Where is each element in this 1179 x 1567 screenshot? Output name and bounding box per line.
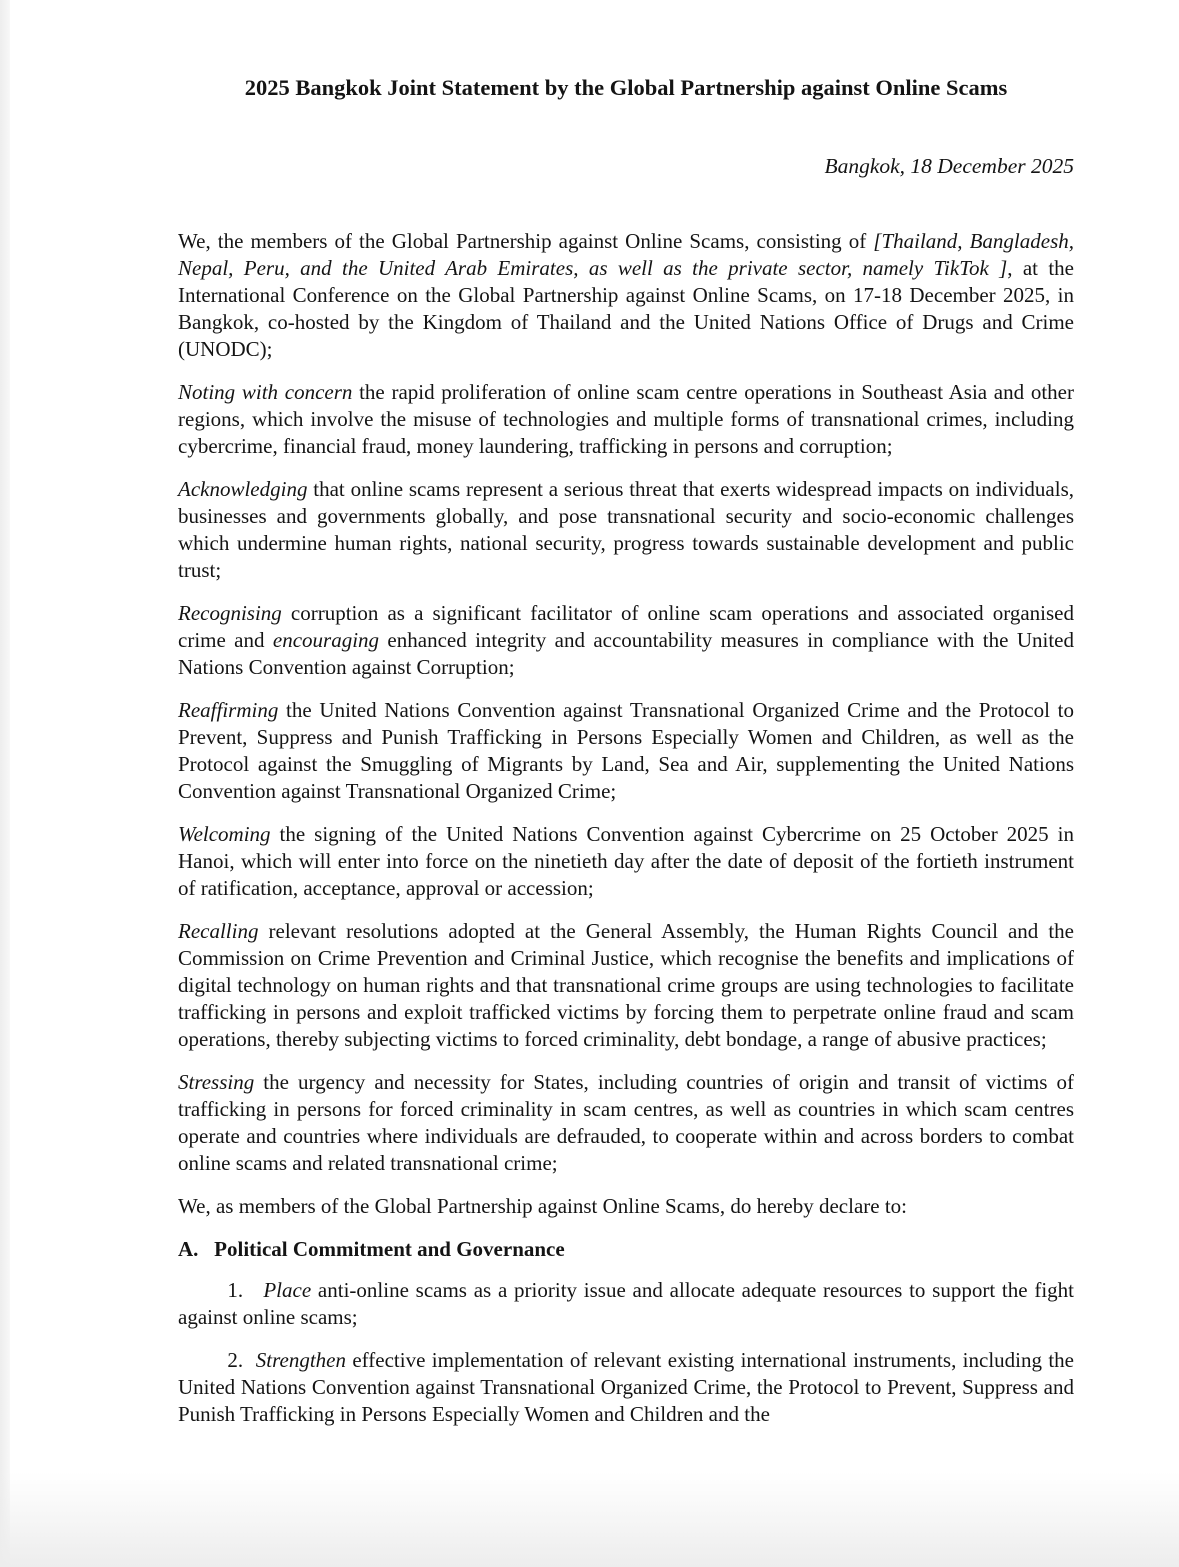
text-run: , at the International Conference on the Global Partnership against Online Scams, on 17-18 December 2025, in Bangkok, co-hosted by the Kingdom of Thailand and the United Nations Office of Drugs and Crime (UNODC); xyxy=(178,256,1075,361)
text-run: A. Political Commitment and Governance xyxy=(178,1237,565,1261)
document-title: 2025 Bangkok Joint Statement by the Global Partnership against Online Scams xyxy=(244,75,1008,100)
text-run: Reaffirming xyxy=(178,698,279,722)
text-run: the urgency and necessity for States, including countries of origin and transit of victims of trafficking in persons for forced criminality in scam centres, as well as countries in which scam centres operate and countries where individuals are defrauded, to cooperate within and across borders to combat online scams and related transnational crime; xyxy=(178,1070,1074,1175)
text-run: [Thailand, Bangladesh, Nepal, Peru, and the United Arab Emirates, as well as the private sector, namely TikTok ] xyxy=(178,229,1074,280)
dateline: Bangkok, 18 December 2025 xyxy=(824,154,1074,178)
paragraph xyxy=(178,1277,1074,1331)
text-run: 1. xyxy=(227,1278,264,1302)
text-run: corruption as a significant facilitator of online scam operations and associated organised crime and xyxy=(178,601,1074,652)
text-run: the signing of the United Nations Convention against Cybercrime on 25 October 2025 in Hanoi, which will enter into force on the ninetieth day after the date of deposit of the fortieth instrument of ratification, acceptance, approval or accession; xyxy=(178,822,1074,900)
text-run: the United Nations Convention against Transnational Organized Crime and the Protocol to Prevent, Suppress and Punish Trafficking in Persons Especially Women and Children, as well as the Protocol against the Smuggling of Migrants by Land, Sea and Air, supplementing the United Nations Convention against Transnational Organized Crime; xyxy=(178,698,1074,803)
document-body xyxy=(178,228,1074,1428)
page-left-edge xyxy=(0,0,10,1567)
text-run: Noting with concern xyxy=(178,380,353,404)
text-run: Welcoming xyxy=(178,822,271,846)
text-run: enhanced integrity and accountability measures in compliance with the United Nations Convention against Corruption; xyxy=(178,628,1074,679)
paragraph xyxy=(178,1347,1074,1428)
text-run: Recalling xyxy=(178,919,259,943)
text-run: We, the members of the Global Partnership against Online Scams, consisting of xyxy=(178,229,874,253)
paragraph xyxy=(178,697,1074,805)
text-run: relevant resolutions adopted at the General Assembly, the Human Rights Council and the Commission on Crime Prevention and Criminal Justice, which recognise the benefits and implications of digital technology on human rights and that transnational crime groups are using technologies to facilitate trafficking in persons and exploit trafficked victims by forcing them to perpetrate online fraud and scam operations, thereby subjecting victims to forced criminality, debt bondage, a range of abusive practices; xyxy=(178,919,1074,1051)
paragraph xyxy=(178,600,1074,681)
text-column xyxy=(178,0,1074,1428)
text-run: 2. xyxy=(227,1348,256,1372)
paragraph xyxy=(178,1069,1074,1177)
text-run: anti-online scams as a priority issue and allocate adequate resources to support the fight against online scams; xyxy=(178,1278,1074,1329)
paragraph xyxy=(178,228,1074,363)
text-run: We, as members of the Global Partnership against Online Scams, do hereby declare to: xyxy=(178,1194,908,1218)
paragraph xyxy=(178,1193,1074,1220)
text-run: Acknowledging xyxy=(178,477,308,501)
paragraph xyxy=(178,379,1074,460)
text-run: Place xyxy=(263,1278,312,1302)
paragraph xyxy=(178,821,1074,902)
section-heading xyxy=(178,1236,1074,1263)
text-run: Strengthen xyxy=(255,1348,347,1372)
paragraph xyxy=(178,476,1074,584)
text-run: the rapid proliferation of online scam centre operations in Southeast Asia and other regions, which involve the misuse of technologies and multiple forms of transnational crimes, including cybercrime, financial fraud, money laundering, trafficking in persons and corruption; xyxy=(178,380,1074,458)
paragraph xyxy=(178,918,1074,1053)
text-run: Stressing xyxy=(178,1070,255,1094)
text-run: effective implementation of relevant existing international instruments, including the United Nations Convention against Transnational Organized Crime, the Protocol to Prevent, Suppress and Punish Trafficking in Persons Especially Women and Children and the xyxy=(178,1348,1074,1426)
text-run: encouraging xyxy=(272,628,380,652)
text-run: Recognising xyxy=(178,601,282,625)
page-bottom-shadow xyxy=(0,1472,1179,1567)
text-run: that online scams represent a serious threat that exerts widespread impacts on individuals, businesses and governments globally, and pose transnational security and socio-economic challenges which undermine human rights, national security, progress towards sustainable development and public trust; xyxy=(178,477,1074,582)
